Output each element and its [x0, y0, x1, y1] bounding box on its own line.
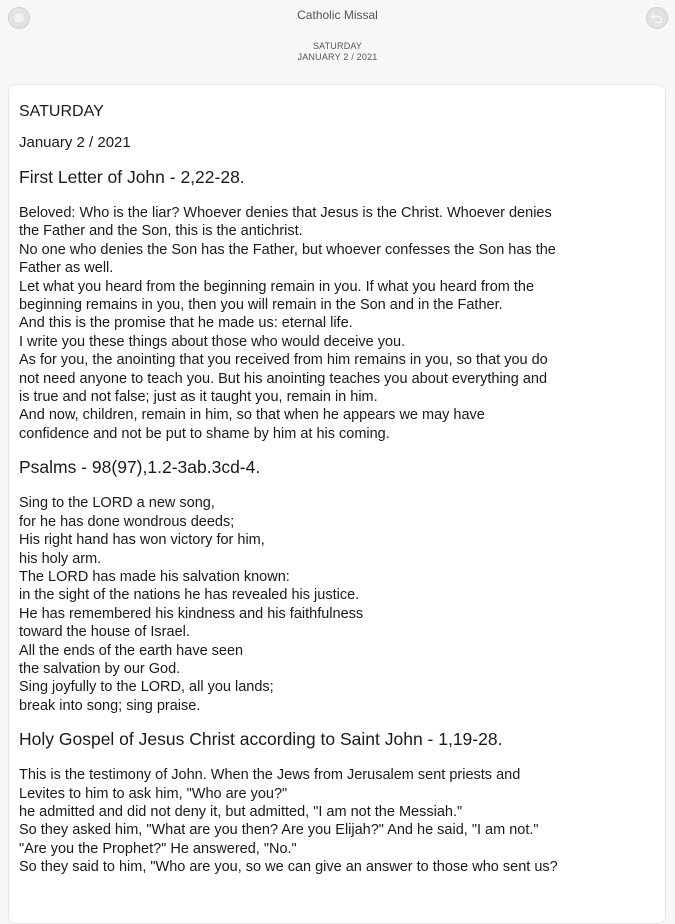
section-text [19, 494, 655, 715]
text-line: No one who denies the Son has the Father, but whoever confesses the Son has the [19, 241, 556, 258]
text-line: Sing to the LORD a new song, [19, 495, 215, 512]
text-line: His right hand has won victory for him, [19, 532, 265, 549]
text-line: for he has done wondrous deeds; [19, 513, 235, 530]
content-day: SATURDAY [19, 103, 104, 120]
text-line: Sing joyfully to the LORD, all you lands; [19, 679, 274, 696]
text-line: The LORD has made his salvation known: [19, 568, 290, 585]
text-line: the Father and the Son, this is the antichrist. [19, 223, 303, 240]
section-title: First Letter of John - 2,22-28. [19, 167, 245, 187]
back-arrow-icon[interactable] [646, 7, 668, 29]
text-line: is true and not false; just as it taught you, remain in him. [19, 389, 378, 406]
text-line: in the sight of the nations he has revealed his justice. [19, 587, 360, 604]
text-line: I write you these things about those who would deceive you. [19, 333, 406, 350]
text-line: the salvation by our God. [19, 660, 181, 677]
text-line: not need anyone to teach you. But his anointing teaches you about everything and [19, 370, 548, 387]
section-first-reading [19, 167, 655, 443]
text-line: "Are you the Prophet?" He answered, "No." [19, 840, 297, 857]
content-date: January 2 / 2021 [19, 134, 131, 151]
text-line: All the ends of the earth have seen [19, 642, 244, 659]
section-title: Psalms - 98(97),1.2-3ab.3cd-4. [19, 457, 261, 478]
text-line: confidence and not be put to shame by him at his coming. [19, 425, 390, 442]
text-line: This is the testimony of John. When the Jews from Jerusalem sent priests and [19, 767, 521, 784]
text-line: he admitted and did not deny it, but admitted, "I am not the Messiah." [19, 803, 463, 820]
header-day: SATURDAY [312, 41, 363, 51]
section-title: Holy Gospel of Jesus Christ according to Saint John - 1,19-28. [19, 729, 503, 750]
text-line: And now, children, remain in him, so that when he appears we may have [19, 407, 485, 424]
text-line: Levites to him to ask him, "Who are you?" [19, 785, 288, 802]
text-line: Beloved: Who is the liar? Whoever denies that Jesus is the Christ. Whoever denies [19, 205, 552, 221]
header-date: JANUARY 2 / 2021 [297, 52, 378, 62]
top-bar [0, 0, 675, 72]
section-text [19, 766, 655, 876]
text-line: He has remembered his kindness and his faithfulness [19, 605, 364, 622]
text-line: As for you, the anointing that you received from him remains in you, so that you do [19, 352, 548, 369]
text-line: Father as well. [19, 260, 114, 277]
text-line: toward the house of Israel. [19, 624, 190, 641]
reading-card[interactable] [8, 84, 666, 924]
section-text [19, 204, 655, 443]
text-line: break into song; sing praise. [19, 697, 201, 714]
app-title: Catholic Missal [297, 8, 378, 22]
section-psalm [19, 457, 655, 715]
text-line: So they said to him, "Who are you, so we can give an answer to those who sent us? [19, 859, 558, 876]
section-gospel [19, 729, 655, 876]
back-arrow-glyph [650, 11, 664, 25]
text-line: And this is the promise that he made us: eternal life. [19, 315, 353, 332]
text-line: Let what you heard from the beginning remain in you. If what you heard from the [19, 278, 535, 295]
text-line: his holy arm. [19, 550, 102, 567]
text-line: beginning remains in you, then you will remain in the Son and in the Father. [19, 297, 503, 314]
text-line: So they asked him, "What are you then? Are you Elijah?" And he said, "I am not." [19, 822, 539, 839]
